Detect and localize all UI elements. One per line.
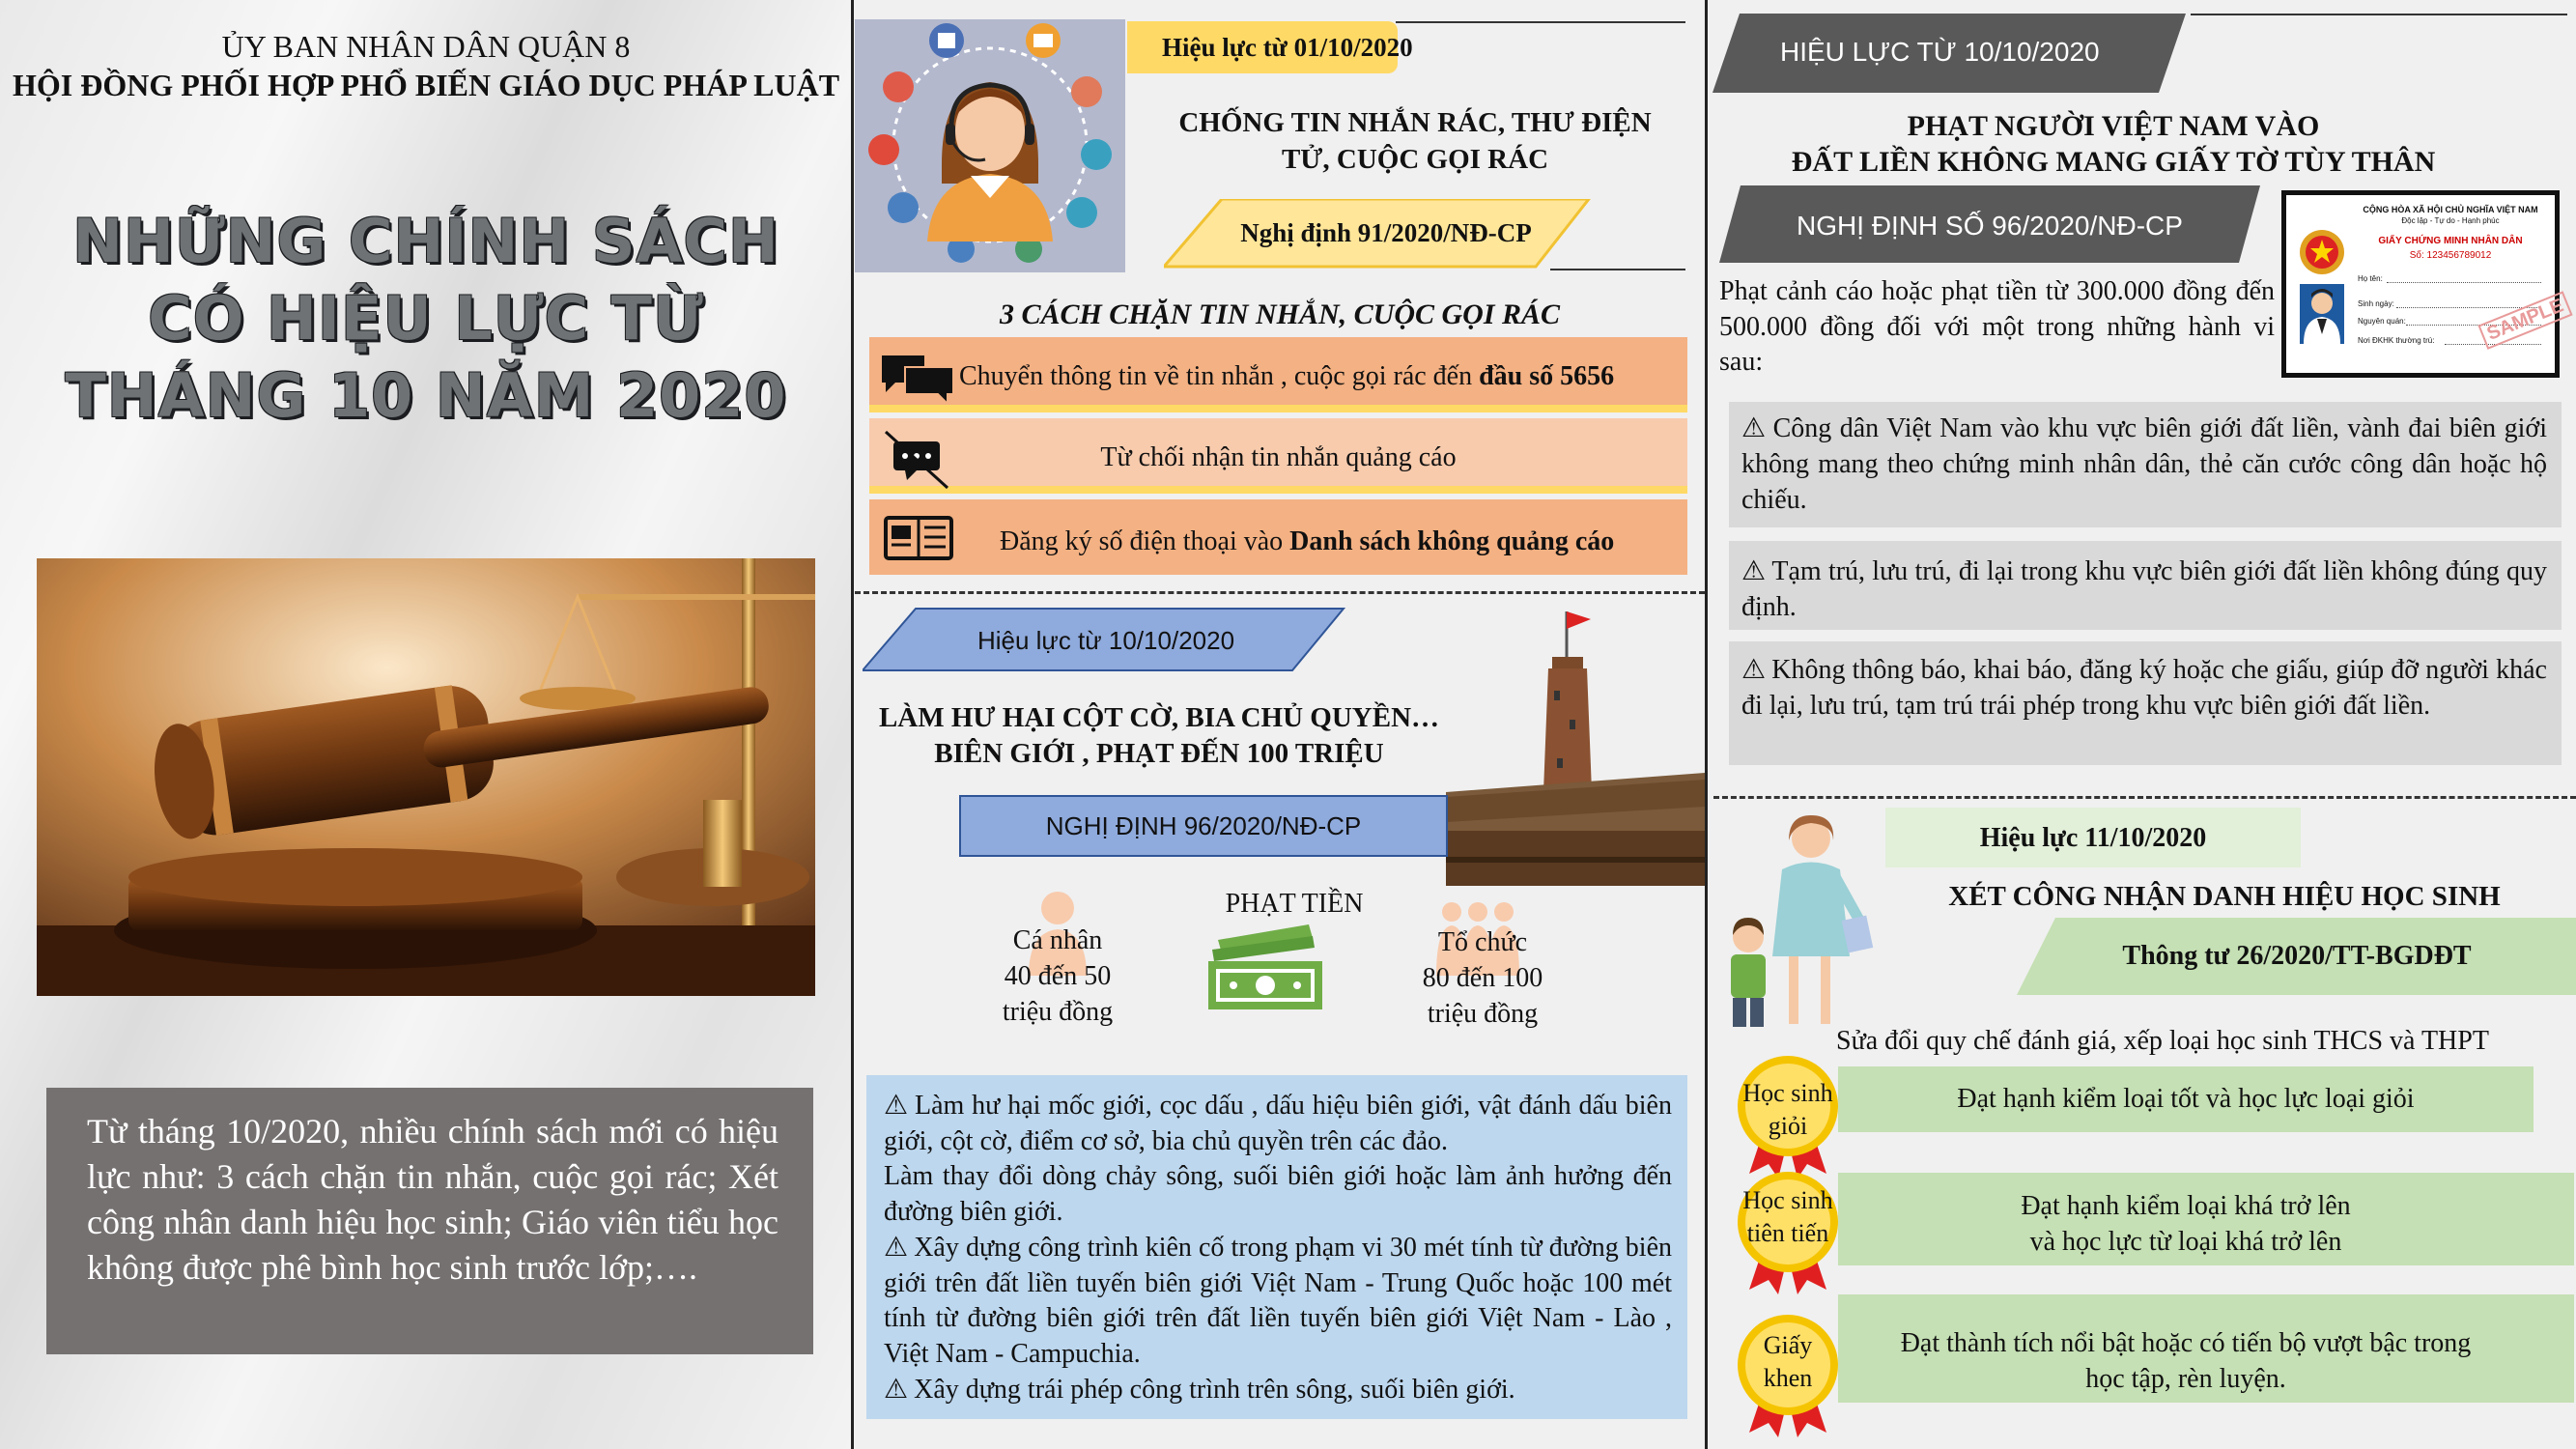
award-2-desc-line1: Đạt hạnh kiểm loại khá trở lên (2021, 1191, 2351, 1221)
rule-2 (1550, 269, 1685, 270)
decree-2-text: NGHỊ ĐỊNH 96/2020/NĐ-CP (1045, 811, 1362, 840)
heading-3 (1708, 108, 2519, 180)
decree-3-text: NGHỊ ĐỊNH SỐ 96/2020/NĐ-CP (1797, 211, 2183, 241)
award-1-line1: Học sinh (1742, 1079, 1833, 1107)
award-3-label (1735, 1329, 1841, 1395)
flag-tower-image (1446, 604, 1705, 891)
fine-label: PHẠT TIỀN (1225, 889, 1364, 919)
section-divider-right (1713, 796, 2576, 799)
summary-text: Từ tháng 10/2020, nhiều chính sách mới có hiệu lực như: 3 cách chặn tin nhắn, cuộc gọi rác; Xét công nhân danh hiệu học sinh; Giáo viên tiểu học không được phê bình học sinh trước lớp;…. (87, 1112, 778, 1287)
way-3-text (1000, 526, 1614, 557)
title-line3: THÁNG 10 NĂM 2020 (65, 360, 787, 431)
money-icon (1204, 923, 1326, 1018)
chat-bubbles-icon (880, 354, 955, 409)
award-2-line1: Học sinh (1742, 1186, 1833, 1214)
award-3-desc (1838, 1325, 2534, 1397)
org-fine-line1: Tổ chức (1437, 927, 1528, 957)
violations-text (884, 1088, 1672, 1408)
gavel-image (37, 558, 815, 996)
heading-1-line2: TỬ, CUỘC GỌI RÁC (1281, 144, 1549, 175)
award-1-line2: giỏi (1768, 1112, 1808, 1140)
teacher-student-image (1719, 811, 1893, 1038)
title-line1: NHỮNG CHÍNH SÁCH (72, 206, 779, 276)
id-field-name: Họ tên: (2358, 274, 2383, 283)
organization-fine (1376, 924, 1589, 1032)
heading-3-line2: ĐẤT LIỀN KHÔNG MANG GIẤY TỜ TÙY THÂN (1791, 146, 2436, 178)
case-1: ⚠ Công dân Việt Nam vào khu vực biên giới đất liền, vành đai biên giới không mang theo chứng minh nhân dân, thẻ căn cước công dân hoặc hộ chiếu. (1741, 410, 2547, 518)
heading-1 (1145, 104, 1685, 178)
case-3: ⚠ Không thông báo, khai báo, đăng ký hoặc che giấu, giúp đỡ người khác đi lại, lưu trú, tạm trú trái phép trong khu vực biên giới đất liền. (1741, 651, 2547, 724)
award-2-desc (1838, 1188, 2534, 1260)
id-field-origin: Nguyên quán: (2358, 317, 2406, 326)
page-title (19, 203, 833, 435)
individual-line2: 40 đến 50 (1004, 961, 1112, 991)
registry-book-icon (884, 514, 953, 567)
individual-fine (951, 923, 1164, 1030)
amend-note: Sửa đổi quy chế đánh giá, xếp loại học sinh THCS và THPT (1836, 1026, 2489, 1056)
org-fine-line3: triệu đồng (1427, 999, 1539, 1029)
emblem-icon (2298, 228, 2346, 281)
org-fine-line2: 80 đến 100 (1422, 963, 1543, 993)
id-photo (2300, 284, 2344, 344)
rule-3 (2191, 14, 2567, 15)
id-card-motto: Độc lập - Tự do - Hạnh phúc (2401, 216, 2500, 225)
award-3-line1: Giấy (1763, 1331, 1813, 1359)
effective-date-4-text: Hiệu lực 11/10/2020 (1979, 823, 2207, 853)
individual-line3: triệu đồng (1002, 997, 1114, 1027)
right-panel (1708, 0, 2576, 1449)
id-card-image (2281, 190, 2567, 378)
id-card-nation: CỘNG HÒA XÃ HỘI CHỦ NGHĨA VIỆT NAM (2363, 205, 2538, 214)
effective-date-3-text: HIỆU LỰC TỪ 10/10/2020 (1780, 37, 2100, 67)
title-line2: CÓ HIỆU LỰC TỪ (148, 283, 704, 354)
heading-3-line1: PHẠT NGƯỜI VIỆT NAM VÀO (1907, 110, 2320, 142)
rule-1 (1396, 21, 1685, 23)
penalty-intro: Phạt cảnh cáo hoặc phạt tiền từ 300.000 đồng đến 500.000 đồng đối với một trong những hành vi sau: (1719, 276, 2275, 377)
id-card-title: GIẤY CHỨNG MINH NHÂN DÂN (2378, 236, 2523, 246)
violation-1b: Làm thay đổi dòng chảy sông, suối biên giới hoặc làm ảnh hưởng đến đường biên giới. (884, 1161, 1672, 1227)
violation-1: ⚠ Làm hư hại mốc giới, cọc dấu , dấu hiệu biên giới, vật đánh dấu biên giới, cột cờ, điểm cơ sở, bia chủ quyền trên các đảo. (884, 1088, 1672, 1159)
id-sample-stamp: SAMPLE (2477, 291, 2573, 350)
award-2-desc-line2: và học lực từ loại khá trở lên (2029, 1227, 2342, 1257)
award-2-line2: tiên tiến (1746, 1219, 1829, 1247)
individual-line1: Cá nhân (1012, 925, 1103, 955)
heading-2-line2: BIÊN GIỚI , PHẠT ĐẾN 100 TRIỆU (934, 738, 1384, 769)
org-name-line2: HỘI ĐỒNG PHỐI HỢP PHỔ BIẾN GIÁO DỤC PHÁP LUẬT (12, 68, 840, 102)
award-2-label (1735, 1184, 1841, 1250)
effective-date-1-text: Hiệu lực từ 01/10/2020 (1162, 33, 1413, 62)
way-2-text: Từ chối nhận tin nhắn quảng cáo (1100, 442, 1457, 472)
divider-left (851, 0, 854, 1449)
heading-1-line1: CHỐNG TIN NHẮN RÁC, THƯ ĐIỆN (1178, 107, 1652, 138)
award-3-line2: khen (1763, 1364, 1813, 1392)
way-1-label: Chuyển thông tin về tin nhắn , cuộc gọi rác đến (959, 361, 1480, 391)
left-panel (0, 0, 852, 1449)
decree-1-text: Nghị định 91/2020/NĐ-CP (1240, 218, 1532, 247)
id-field-address: Nơi ĐKHK thường trú: (2358, 336, 2435, 345)
way-1-text (959, 361, 1614, 392)
id-card-number: Số: 123456789012 (2409, 250, 2492, 261)
heading-2-line1: LÀM HƯ HẠI CỘT CỜ, BIA CHỦ QUYỀN… (878, 702, 1440, 733)
way-1-highlight: đầu số 5656 (1479, 361, 1615, 391)
ways-title: 3 CÁCH CHẶN TIN NHẮN, CUỘC GỌI RÁC (999, 298, 1561, 330)
effective-date-2-text: Hiệu lực từ 10/10/2020 (977, 626, 1235, 655)
call-center-image (855, 19, 1125, 272)
org-name-line1: ỦY BAN NHÂN DÂN QUẬN 8 (221, 29, 631, 64)
award-1-label (1737, 1077, 1839, 1143)
award-3-desc-line2: học tập, rèn luyện. (2085, 1364, 2286, 1394)
middle-panel (855, 0, 1705, 1449)
violation-2: ⚠ Xây dựng công trình kiên cố trong phạm vi 30 mét tính từ đường biên giới trên đất liền tuyến biên giới Việt Nam - Trung Quốc hoặc 100 mét tính từ đường biên giới trên đất liền tuyến biên giới Việt Nam - Lào , Việt Nam - Campuchia. (884, 1230, 1672, 1372)
case-2: ⚠ Tạm trú, lưu trú, đi lại trong khu vực biên giới đất liền không đúng quy định. (1741, 553, 2547, 625)
way-3-label: Đăng ký số điện thoại vào (1000, 526, 1290, 556)
heading-2 (855, 700, 1463, 772)
heading-4: XÉT CÔNG NHẬN DANH HIỆU HỌC SINH (1948, 881, 2501, 912)
id-field-dob: Sinh ngày: (2358, 299, 2394, 308)
violation-3: ⚠ Xây dựng trái phép công trình trên sông, suối biên giới. (884, 1372, 1672, 1408)
award-3-desc-line1: Đạt thành tích nổi bật hoặc có tiến bộ vượt bậc trong (1900, 1328, 2472, 1358)
award-1-desc: Đạt hạnh kiểm loại tốt và học lực loại giỏi (1957, 1084, 2415, 1114)
circular-text: Thông tư 26/2020/TT-BGDĐT (2122, 941, 2472, 971)
way-3-highlight: Danh sách không quảng cáo (1289, 526, 1615, 556)
section-divider-middle (855, 591, 1705, 594)
